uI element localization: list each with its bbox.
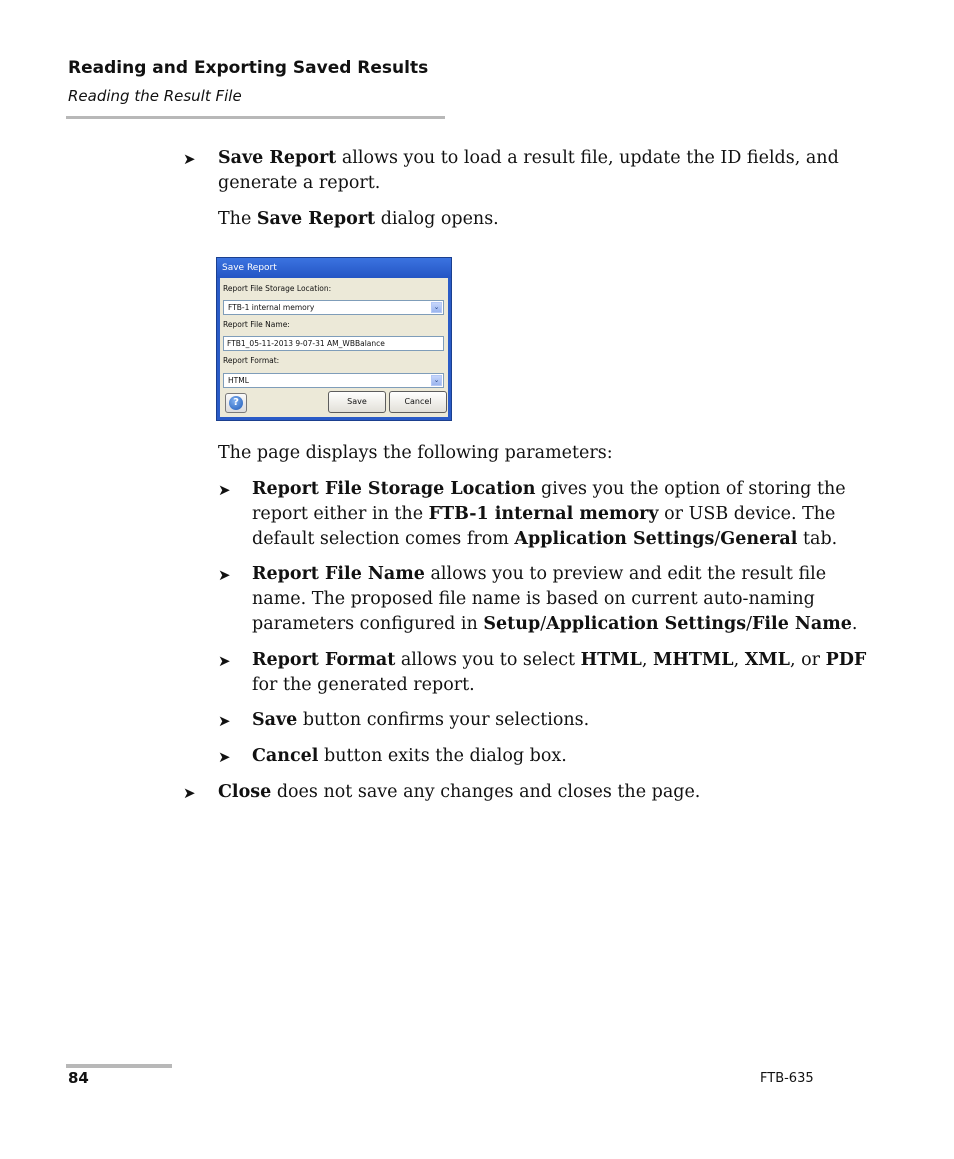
item-storage-location: Report File Storage Location gives you the option of storing the report either in the FTB-1 internal memory or USB device. The default selection comes from Application Settings/General tab.: [252, 479, 846, 549]
dialog-title: Save Report: [217, 258, 451, 278]
footer-rule: [66, 1064, 172, 1068]
filename-input[interactable]: FTB1_05-11-2013 9-07-31 AM_WBBalance: [223, 336, 444, 351]
format-select[interactable]: HTML ⌄: [223, 373, 444, 388]
item-report-format: Report Format allows you to select HTML, MHTML, XML, or PDF for the generated report.: [252, 650, 867, 695]
page-title: Reading and Exporting Saved Results: [68, 58, 429, 78]
dialog-opens-text: The Save Report dialog opens.: [218, 209, 499, 229]
bullet-arrow: ➤: [218, 566, 231, 584]
bullet-arrow: ➤: [218, 652, 231, 670]
storage-select[interactable]: FTB-1 internal memory ⌄: [223, 300, 444, 315]
save-button[interactable]: Save: [328, 391, 386, 413]
section-subtitle: Reading the Result File: [68, 87, 242, 105]
page-number: 84: [68, 1069, 89, 1087]
cancel-button[interactable]: Cancel: [389, 391, 447, 413]
chevron-down-icon[interactable]: ⌄: [431, 302, 442, 313]
bullet-arrow: ➤: [183, 784, 196, 802]
dialog-body: [220, 278, 448, 417]
item-save-report: Save Report allows you to load a result file, update the ID fields, and generate a report.: [218, 148, 839, 193]
item-close: Close does not save any changes and closes the page.: [218, 782, 701, 802]
bullet-arrow: ➤: [218, 748, 231, 766]
chevron-down-icon[interactable]: ⌄: [431, 375, 442, 386]
bullet-arrow: ➤: [183, 150, 196, 168]
bullet-arrow: ➤: [218, 712, 231, 730]
save-report-dialog: [216, 257, 452, 421]
filename-label: Report File Name:: [223, 320, 290, 329]
item-save: Save button confirms your selections.: [252, 710, 590, 730]
item-cancel: Cancel button exits the dialog box.: [252, 746, 567, 766]
format-label: Report Format:: [223, 356, 280, 365]
help-icon: ?: [229, 396, 243, 410]
header-rule: [66, 116, 445, 119]
document-id: FTB-635: [760, 1071, 814, 1086]
bullet-arrow: ➤: [218, 481, 231, 499]
storage-label: Report File Storage Location:: [223, 284, 332, 293]
params-intro: The page displays the following parameters:: [218, 443, 613, 463]
item-file-name: Report File Name allows you to preview and edit the result file name. The proposed file name is based on current auto-naming parameters configured in Setup/Application Settings/File Name.: [252, 564, 858, 634]
help-button[interactable]: [225, 393, 247, 413]
